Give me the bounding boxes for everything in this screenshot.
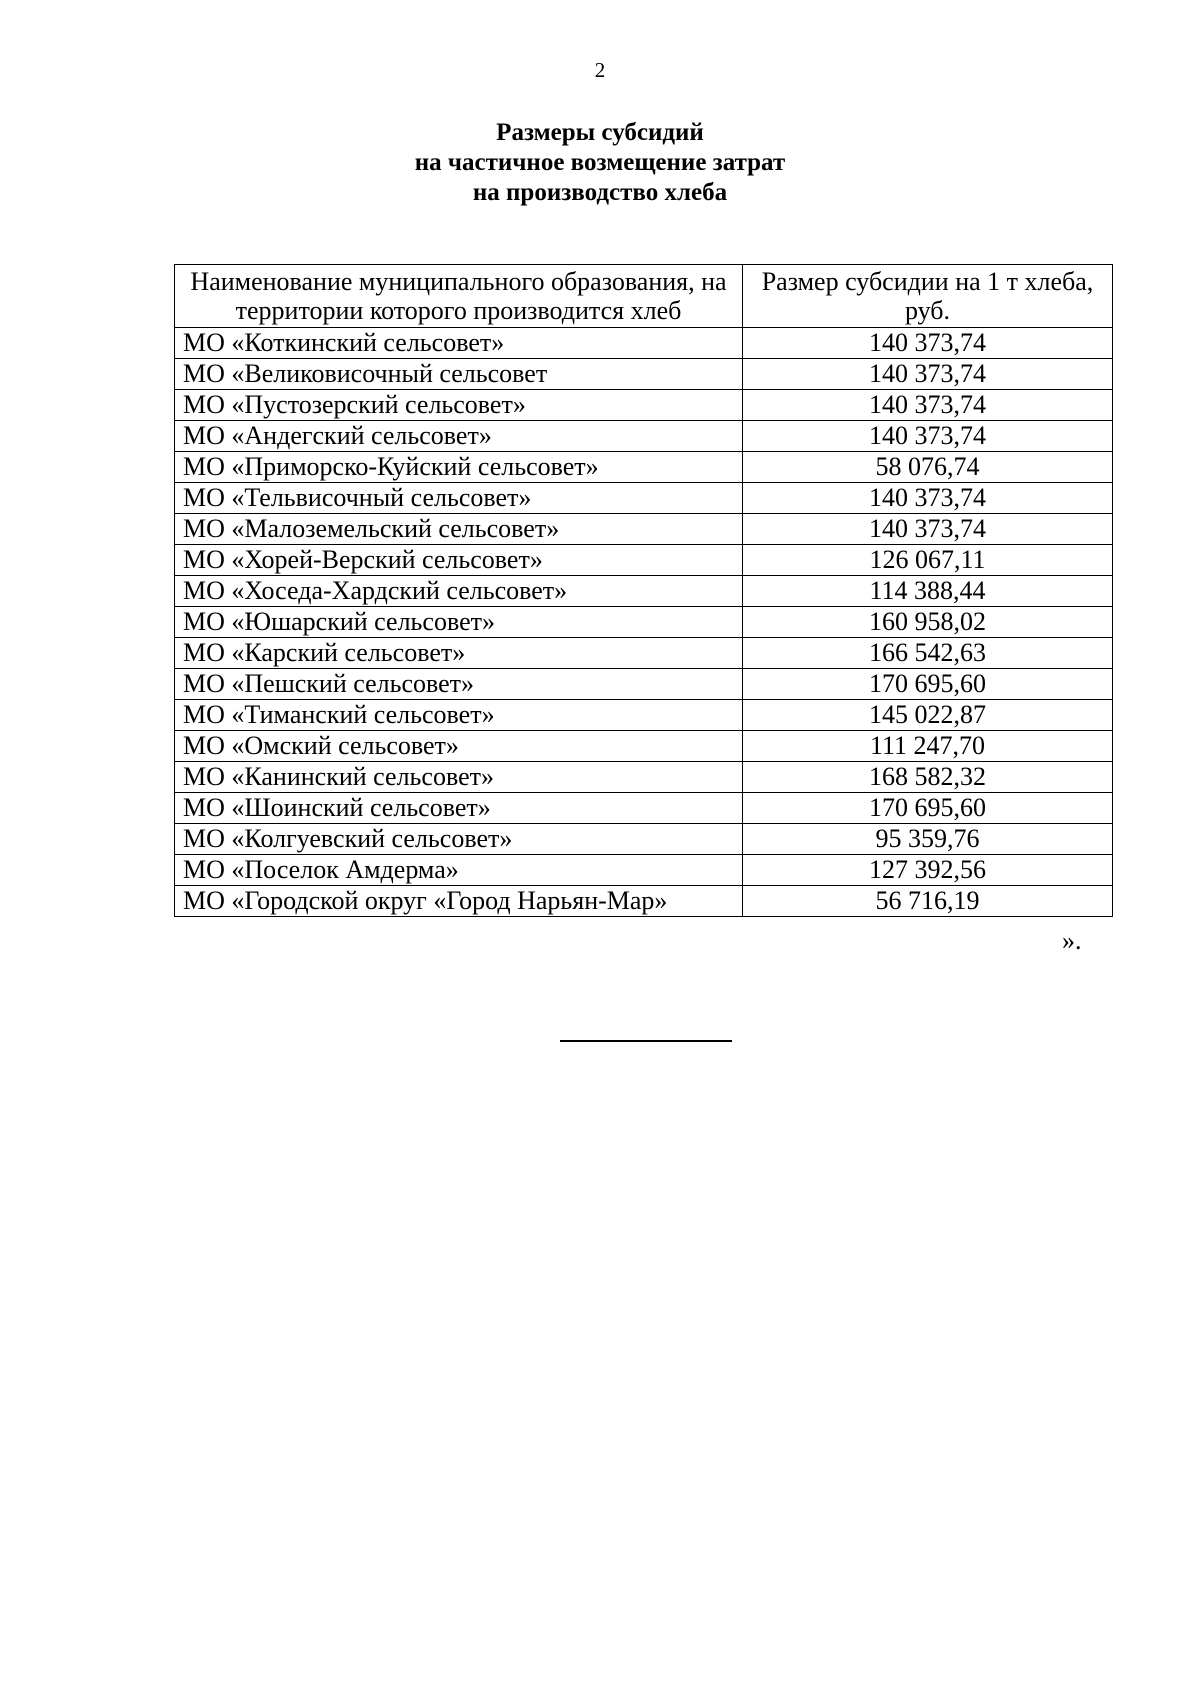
table-row <box>175 762 1113 793</box>
subsidy-value-cell: 126 067,11 <box>743 545 1113 576</box>
subsidy-value-cell: 140 373,74 <box>743 483 1113 514</box>
municipality-name-cell: МО «Тельвисочный сельсовет» <box>175 483 743 514</box>
municipality-name-cell: МО «Пешский сельсовет» <box>175 669 743 700</box>
municipality-name-cell: МО «Карский сельсовет» <box>175 638 743 669</box>
table-row <box>175 824 1113 855</box>
table-row <box>175 669 1113 700</box>
page-number: 2 <box>594 58 606 82</box>
subsidy-value-cell: 127 392,56 <box>743 855 1113 886</box>
subsidy-value-cell: 111 247,70 <box>743 731 1113 762</box>
municipality-name-cell: МО «Омский сельсовет» <box>175 731 743 762</box>
table-row <box>175 576 1113 607</box>
title-line-3: на производство хлеба <box>472 179 728 206</box>
subsidy-value-cell: 170 695,60 <box>743 793 1113 824</box>
table-row <box>175 545 1113 576</box>
municipality-name-cell: МО «Городской округ «Город Нарьян-Мар» <box>175 886 743 917</box>
table-row <box>175 793 1113 824</box>
table-row <box>175 390 1113 421</box>
municipality-name-cell: МО «Хорей-Верский сельсовет» <box>175 545 743 576</box>
subsidy-value-cell: 145 022,87 <box>743 700 1113 731</box>
municipality-name-cell: МО «Малоземельский сельсовет» <box>175 514 743 545</box>
subsidy-value-cell: 166 542,63 <box>743 638 1113 669</box>
municipality-name-cell: МО «Пустозерский сельсовет» <box>175 390 743 421</box>
subsidy-value-cell: 58 076,74 <box>743 452 1113 483</box>
title-line-2: на частичное возмещение затрат <box>414 149 786 176</box>
table-row <box>175 452 1113 483</box>
subsidy-value-cell: 114 388,44 <box>743 576 1113 607</box>
subsidy-table <box>174 264 1113 917</box>
subsidy-value-cell: 140 373,74 <box>743 328 1113 359</box>
table-row <box>175 328 1113 359</box>
municipality-name-cell: МО «Хоседа-Хардский сельсовет» <box>175 576 743 607</box>
subsidy-value-cell: 95 359,76 <box>743 824 1113 855</box>
municipality-name-cell: МО «Канинский сельсовет» <box>175 762 743 793</box>
table-header-row <box>175 265 1113 328</box>
municipality-name-cell: МО «Шоинский сельсовет» <box>175 793 743 824</box>
subsidy-value-cell: 140 373,74 <box>743 390 1113 421</box>
table-row <box>175 483 1113 514</box>
table-row <box>175 514 1113 545</box>
subsidy-value-cell: 140 373,74 <box>743 421 1113 452</box>
table-row <box>175 855 1113 886</box>
municipality-name-cell: МО «Поселок Амдерма» <box>175 855 743 886</box>
column-header-subsidy: Размер субсидии на 1 т хлеба, руб. <box>743 265 1113 328</box>
table-row <box>175 700 1113 731</box>
table-row <box>175 886 1113 917</box>
municipality-name-cell: МО «Тиманский сельсовет» <box>175 700 743 731</box>
table-row <box>175 731 1113 762</box>
document-title <box>0 118 1200 208</box>
end-divider-line <box>560 1040 732 1042</box>
table-row <box>175 359 1113 390</box>
municipality-name-cell: МО «Юшарский сельсовет» <box>175 607 743 638</box>
subsidy-value-cell: 170 695,60 <box>743 669 1113 700</box>
subsidy-value-cell: 160 958,02 <box>743 607 1113 638</box>
subsidy-value-cell: 168 582,32 <box>743 762 1113 793</box>
municipality-name-cell: МО «Великовисочный сельсовет <box>175 359 743 390</box>
municipality-name-cell: МО «Приморско-Куйский сельсовет» <box>175 452 743 483</box>
table-row <box>175 421 1113 452</box>
subsidy-value-cell: 56 716,19 <box>743 886 1113 917</box>
column-header-municipality: Наименование муниципального образования, на территории которого производится хлеб <box>175 265 743 328</box>
municipality-name-cell: МО «Колгуевский сельсовет» <box>175 824 743 855</box>
closing-quote: ». <box>1062 926 1082 955</box>
municipality-name-cell: МО «Коткинский сельсовет» <box>175 328 743 359</box>
table-row <box>175 638 1113 669</box>
table-row <box>175 607 1113 638</box>
title-line-1: Размеры субсидий <box>496 119 704 146</box>
municipality-name-cell: МО «Андегский сельсовет» <box>175 421 743 452</box>
subsidy-value-cell: 140 373,74 <box>743 514 1113 545</box>
subsidy-value-cell: 140 373,74 <box>743 359 1113 390</box>
table-body <box>175 328 1113 917</box>
